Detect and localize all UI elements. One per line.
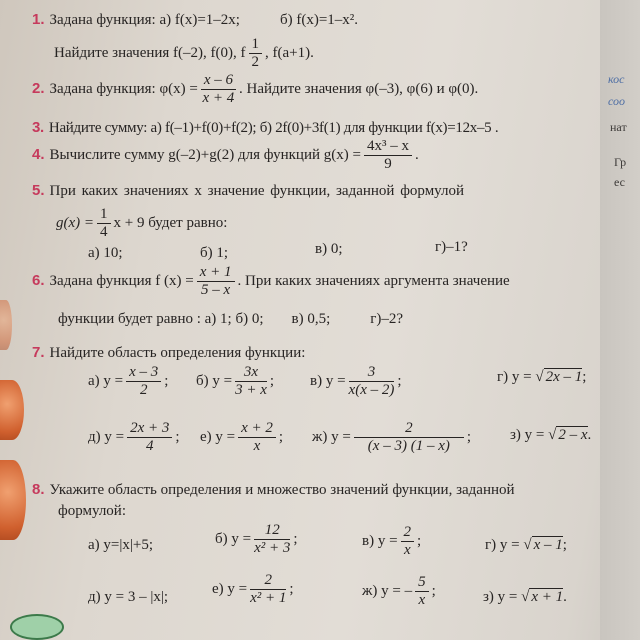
item-7zh: ж) y = $\frac{2}{(x - 3) (1 - x)}$ ; xyxy=(312,420,471,455)
formula-part: 2 xyxy=(354,420,464,438)
problem-number: 2. xyxy=(32,80,45,98)
problem-text: . Найдите значения φ(–3), φ(6) и φ(0). xyxy=(238,81,479,98)
formula-part xyxy=(415,574,429,610)
item-7a: а) y = $\frac{x - 3}{2}$ ; xyxy=(88,364,169,399)
fraction xyxy=(364,138,412,174)
formula-part: 2x + 3 xyxy=(127,420,172,438)
item-8z: з) y = √ x + 1. xyxy=(483,589,567,605)
item-8b: б) y = $\frac{12}{\text{x² + 3}}$ ; xyxy=(215,522,298,557)
item-7v: в) y = $\frac{3}{x(x - 2)}$ ; xyxy=(310,364,402,399)
problem-number: 7. xyxy=(32,344,45,361)
problem-6 xyxy=(32,264,510,300)
problem-4 xyxy=(32,138,419,174)
fraction xyxy=(249,36,263,72)
formula-part: б) y = xyxy=(196,373,233,390)
formula-part: 5 – x xyxy=(201,282,231,299)
formula-part: г) y = xyxy=(497,369,532,385)
formula-part xyxy=(127,420,172,456)
formula-part xyxy=(401,524,415,560)
formula-part: x² + 1 xyxy=(250,590,287,607)
item-7d: д) y = $\frac{2x + 3}{4}$ ; xyxy=(88,420,180,455)
fraction xyxy=(97,206,111,242)
formula-part: x – 3 xyxy=(126,364,161,382)
item-8zh: ж) y = – $\frac{5}{x}$ ; xyxy=(362,574,436,609)
answer: в) 0,5; xyxy=(291,311,331,327)
formula-part: x – 6 xyxy=(201,72,236,90)
problem-text: Найдите область определения функции: xyxy=(49,345,306,361)
item-8a: а) y=|x|+5; xyxy=(88,537,153,553)
margin-text: ес xyxy=(614,175,625,189)
problem-5-formula xyxy=(56,206,227,242)
formula-part: 2 xyxy=(139,382,148,399)
margin-text: Гр xyxy=(614,155,627,169)
problem-text: Задана функция: а) f(x)=1–2x; xyxy=(49,12,240,28)
finger xyxy=(0,380,24,440)
problem-number: 3. xyxy=(32,119,44,136)
problem-text: функции будет равно : а) 1; б) 0; xyxy=(58,311,264,327)
item-8v: в) y = $\frac{2}{x}$ ; xyxy=(362,524,422,559)
finger xyxy=(0,460,26,540)
problem-text: При каких значениях x значение функции, заданной формулой xyxy=(49,183,465,199)
problem-number: 6. xyxy=(32,272,45,290)
problem-text: , f(a+1). xyxy=(265,45,314,62)
problem-text: Найдите значения f(–2), f(0), f xyxy=(54,45,246,62)
formula-part: 5 xyxy=(415,574,429,592)
formula-part xyxy=(254,522,290,558)
item-7e: е) y = $\frac{x + 2}{x}$ ; xyxy=(200,420,284,455)
formula-part: ; xyxy=(582,369,587,385)
formula-part: 2 xyxy=(251,54,260,71)
problem-5 xyxy=(32,183,464,199)
formula-part: а) y = xyxy=(88,373,124,390)
formula-part: в) y = xyxy=(362,533,398,550)
formula-part: (x – 3) (1 – x) xyxy=(367,438,450,455)
problem-2 xyxy=(32,72,478,108)
formula-part: 1 xyxy=(97,206,111,224)
problem-number: 1. xyxy=(32,11,45,28)
item-8e: е) y = $\frac{2}{\text{x² + 1}}$ ; xyxy=(212,572,294,607)
answer: а) 10; xyxy=(88,245,123,261)
formula-part: г) y = xyxy=(485,537,520,553)
formula-part: x xyxy=(403,542,411,559)
fraction xyxy=(197,264,235,300)
finger xyxy=(0,300,12,350)
problem-text: . xyxy=(414,147,419,164)
problem-3 xyxy=(32,120,498,136)
answer: г)–1? xyxy=(435,239,468,255)
item-7z: з) y = √ 2 – x. xyxy=(510,427,592,443)
margin-text: соо xyxy=(608,94,626,108)
formula-part: 4x³ – x xyxy=(364,138,412,156)
problem-6-line2 xyxy=(58,312,403,327)
formula-part: x xyxy=(418,592,426,609)
formula-part xyxy=(250,572,286,608)
problem-number: 5. xyxy=(32,182,45,199)
formula-part: x – 1 xyxy=(533,537,563,553)
problem-number: 8. xyxy=(32,481,45,498)
formula-part: е) y = xyxy=(200,429,236,446)
problem-text: Укажите область определения и множество значений функции, заданной xyxy=(49,482,515,498)
answer: г)–2? xyxy=(370,311,404,327)
formula-part: x + 1 xyxy=(531,589,564,605)
formula-part: 2x – 1 xyxy=(545,369,583,385)
formula-part xyxy=(235,364,267,400)
formula-part: 4 xyxy=(145,438,154,455)
formula-part: в) y = xyxy=(310,373,346,390)
problem-8-line2: формулой: xyxy=(58,503,127,519)
formula-text: g(x) = xyxy=(56,215,95,232)
formula-part: 3x xyxy=(235,364,267,382)
formula-part: . xyxy=(587,427,592,443)
item-7g: г) y = √ 2x – 1; xyxy=(497,369,587,385)
formula-part: x² + 3 xyxy=(254,540,291,557)
answer: б) 1; xyxy=(200,245,229,261)
margin-text: нат xyxy=(610,120,627,134)
problem-text: Вычислите сумму g(–2)+g(2) для функций g(x) = xyxy=(49,147,361,164)
formula-part: 3 + x xyxy=(235,382,267,399)
item-8d: д) y = 3 – |x|; xyxy=(88,589,169,605)
formula-part: x + 1 xyxy=(197,264,235,282)
formula-part: ; xyxy=(562,537,567,553)
formula-part: x + 4 xyxy=(202,90,235,107)
problem-8 xyxy=(32,482,515,498)
fraction xyxy=(201,72,236,108)
formula-part: x(x – 2) xyxy=(348,382,395,399)
formula-part: 1 xyxy=(249,36,263,54)
problem-1 xyxy=(32,12,358,28)
formula-part: . xyxy=(563,589,567,605)
answer: в) 0; xyxy=(315,241,343,257)
problem-7 xyxy=(32,345,305,361)
problem-text: Найдите сумму: а) f(–1)+f(0)+f(2); б) 2f(0)+3f(1) для функции f(x)=12x–5 . xyxy=(48,120,499,136)
page-corner-badge xyxy=(10,614,64,640)
formula-part: 2 – x xyxy=(558,427,588,443)
formula-part: б) y = xyxy=(215,531,252,548)
item-7b: б) y = $\frac{3x}{3 + x}$ ; xyxy=(196,364,275,399)
formula-part: 4 xyxy=(100,224,108,241)
problem-text: Задана функция: φ(x) = xyxy=(49,81,198,98)
formula-part xyxy=(354,420,464,456)
formula-part xyxy=(126,364,161,400)
formula-part: е) y = xyxy=(212,581,248,598)
formula-part xyxy=(349,364,395,400)
problem-text: x + 9 будет равно: xyxy=(113,215,228,232)
formula-part: з) y = xyxy=(483,589,518,605)
margin-text: кос xyxy=(608,72,625,86)
problem-text: . При каких значениях аргумента значение xyxy=(237,273,510,290)
formula-part: 3 xyxy=(349,364,395,382)
problem-number: 4. xyxy=(32,146,45,164)
formula-part: 9 xyxy=(384,156,392,173)
formula-part: д) y = xyxy=(88,429,125,446)
problem-text: б) f(x)=1–x². xyxy=(279,12,359,28)
formula-part: 2 xyxy=(250,572,286,590)
formula-part: з) y = xyxy=(510,427,545,443)
problem-1-line2 xyxy=(54,36,314,72)
item-8g: г) y = √ x – 1; xyxy=(485,537,567,553)
formula-part: 12 xyxy=(254,522,290,540)
formula-part: x xyxy=(253,438,261,455)
formula-part: x + 2 xyxy=(238,420,276,438)
formula-part: 2 xyxy=(401,524,415,542)
formula-part: ж) y = – xyxy=(362,583,413,600)
problem-text: Задана функция f (x) = xyxy=(49,273,194,290)
formula-part: ж) y = xyxy=(312,429,351,446)
formula-part xyxy=(238,420,276,456)
